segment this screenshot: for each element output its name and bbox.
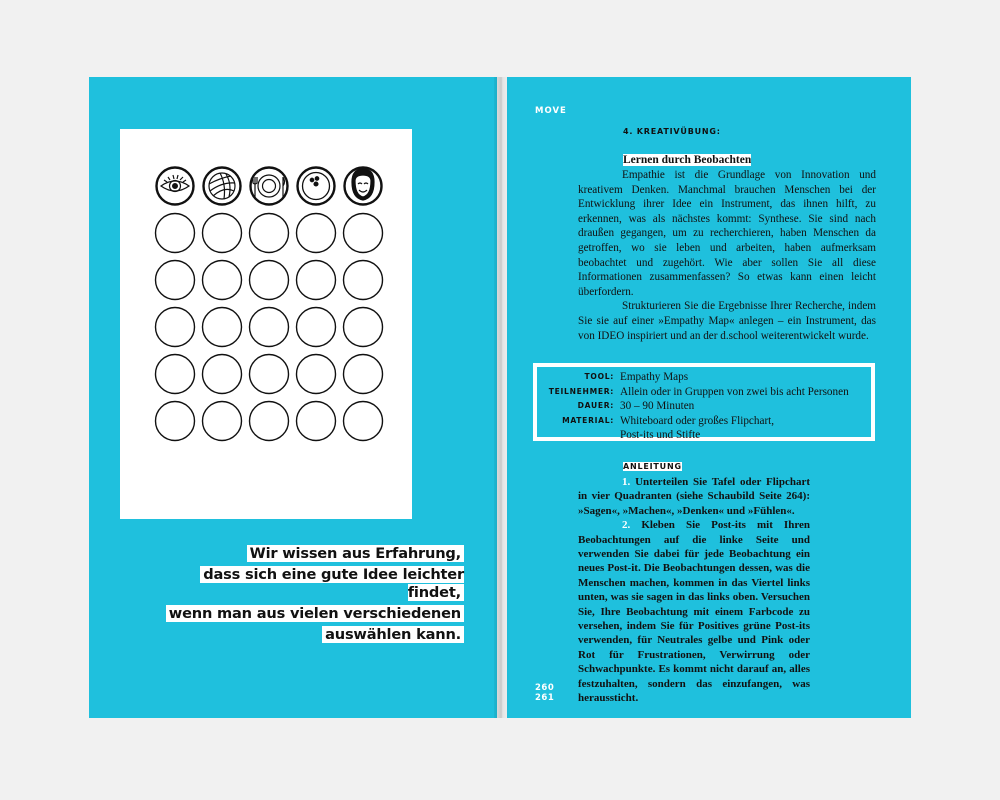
grid-circle bbox=[297, 402, 336, 441]
instructions-text bbox=[578, 475, 810, 706]
book-gutter bbox=[494, 77, 510, 718]
circle-grid bbox=[120, 129, 412, 519]
grid-circle bbox=[203, 214, 242, 253]
volleyball-icon bbox=[209, 173, 235, 199]
quote-line: wenn man aus vielen verschiedenen bbox=[166, 605, 464, 622]
section-label: MOVE bbox=[535, 106, 567, 116]
grid-circle bbox=[297, 355, 336, 394]
instructions-title-text: ANLEITUNG bbox=[623, 462, 682, 471]
paragraph: Strukturieren Sie die Ergebnisse Ihrer Recherche, indem Sie sie auf einer »Empathy Map« anlegen – ein Instrument, das von IDEO inspiriert und an der d.school weiterentwickelt wurde. bbox=[578, 300, 876, 342]
info-label: MATERIAL: bbox=[562, 415, 614, 425]
quote-line: dass sich eine gute Idee leichter findet, bbox=[200, 566, 464, 601]
page-number-left: 260 bbox=[535, 683, 555, 693]
grid-circle bbox=[250, 355, 289, 394]
step bbox=[578, 475, 810, 518]
grid-circle bbox=[250, 214, 289, 253]
step-text: Kleben Sie Post-its mit Ihren Beobachtungen auf die linke Seite und verwenden Sie dabei für jede Beobachtung ein neues Post-it. Die Beobachtungen dessen, was die Menschen machen, kommen in das Viertel links unten, was sie sagen in das links oben. Versuchen Sie, Ihre Beobachtung mit einem Farbcode zu versehen, indem Sie für Positives grüne Post-its verwenden, für Neutrales gelbe und Pink oder Rot für Frustrationen, Verwirrung oder Schwachpunkte. Es kommt nicht darauf an, alles festzuhalten, sondern das einzufangen, was heraussticht. bbox=[578, 519, 810, 705]
page-number-right: 261 bbox=[535, 693, 555, 703]
circle-grid-card bbox=[120, 129, 412, 519]
info-label: TEILNEHMER: bbox=[548, 386, 614, 396]
info-label: TOOL: bbox=[584, 372, 614, 381]
grid-circle bbox=[203, 355, 242, 394]
grid-circle bbox=[344, 402, 383, 441]
grid-circle bbox=[203, 402, 242, 441]
grid-circle bbox=[156, 214, 195, 253]
info-value: Allein oder in Gruppen von zwei bis acht Personen bbox=[620, 385, 849, 398]
grid-circle bbox=[250, 261, 289, 300]
grid-circle bbox=[251, 168, 288, 205]
smiling-face-icon bbox=[352, 169, 374, 200]
step-number: 2. bbox=[622, 519, 631, 532]
grid-circle bbox=[297, 214, 336, 253]
grid-circle bbox=[344, 261, 383, 300]
plate-cutlery-icon bbox=[253, 175, 285, 199]
grid-circle bbox=[250, 402, 289, 441]
info-label: DAUER: bbox=[577, 401, 614, 411]
step-text: Unterteilen Sie Tafel oder Flipchart in vier Quadranten (siehe Schaubild Seite 264): »Sagen«, »Machen«, »Denken« und »Fühlen«. bbox=[578, 476, 810, 517]
quote-line: auswählen kann. bbox=[322, 626, 464, 643]
instructions-title bbox=[623, 462, 682, 471]
step bbox=[578, 518, 810, 705]
bowling-ball-icon bbox=[303, 173, 330, 200]
info-value: Empathy Maps bbox=[620, 371, 689, 383]
quote-line: Wir wissen aus Erfahrung, bbox=[247, 545, 464, 562]
grid-circle bbox=[203, 308, 242, 347]
pull-quote bbox=[150, 545, 464, 647]
grid-circle bbox=[156, 308, 195, 347]
grid-circle bbox=[297, 261, 336, 300]
grid-circle bbox=[344, 308, 383, 347]
grid-circle bbox=[344, 355, 383, 394]
grid-circle bbox=[156, 261, 195, 300]
grid-circle bbox=[344, 214, 383, 253]
grid-circle bbox=[156, 402, 195, 441]
page-numbers bbox=[535, 683, 554, 703]
exercise-heading bbox=[623, 154, 751, 166]
exercise-label: 4. KREATIVÜBUNG: bbox=[623, 127, 721, 136]
grid-circle bbox=[156, 355, 195, 394]
paragraph: Empathie ist die Grundlage von Innovation und kreativem Denken. Manchmal brauchen Menschen bei der Entwicklung ihrer Idee ein Instrument, das ihnen hilft, zu erkennen, was als nächstes kommt: Synthese. Sie sind nach draußen gegangen, um zu recherchieren, haben Menschen da getroffen, wo sie leben und arbeiten, haben aufmerksam beobachtet und zugehört. Wie aber sollen Sie all diese Informationen zusammenfassen? So etwas kann einen leicht überfordern. bbox=[578, 169, 876, 298]
eye-icon bbox=[161, 175, 189, 192]
grid-circle bbox=[203, 261, 242, 300]
heading-text: Lernen durch Beobachten bbox=[623, 154, 752, 166]
grid-circle bbox=[250, 308, 289, 347]
info-value: Post-its und Stifte bbox=[620, 429, 701, 442]
info-value: 30 – 90 Minuten bbox=[620, 400, 695, 413]
info-value: Whiteboard oder großes Flipchart, bbox=[620, 414, 775, 427]
step-number: 1. bbox=[622, 476, 631, 488]
grid-circle bbox=[297, 308, 336, 347]
intro-text bbox=[578, 168, 876, 343]
